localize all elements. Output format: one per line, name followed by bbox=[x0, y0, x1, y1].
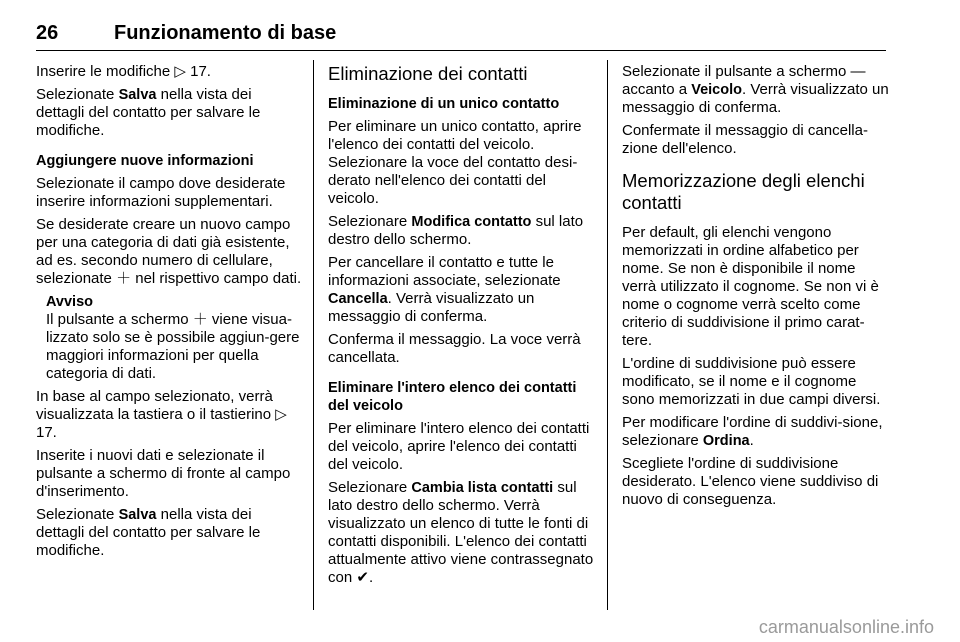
paragraph: Selezionare Modifica contatto sul lato destro dello schermo. bbox=[328, 213, 584, 248]
paragraph: Selezionate il campo dove desiderate inserire informazioni supplementari. bbox=[36, 175, 286, 210]
column-divider bbox=[607, 60, 608, 610]
section-heading: Memorizzazione degli elenchi contatti bbox=[622, 170, 865, 213]
triangle-arrow-icon[interactable]: ▷ bbox=[174, 63, 186, 80]
paragraph: Per eliminare un unico contatto, aprire l'elenco dei contatti del veicolo. Selezionare la voce del contatto desi-derato nell'elenco dei contatti del veicolo. bbox=[328, 118, 582, 207]
subheading: Aggiungere nuove informazioni bbox=[36, 153, 254, 169]
ui-label-salva: Salva bbox=[118, 507, 157, 523]
paragraph: Se desiderate creare un nuovo campo per una categoria di dati già esistente, ad es. secondo numero di cellulare, selezionate ＋ nel rispettivo campo dati. bbox=[36, 216, 302, 287]
paragraph: Scegliete l'ordine di suddivisione desiderato. L'elenco viene suddiviso di nuovo di conseguenza. bbox=[622, 455, 879, 508]
paragraph: L'ordine di suddivisione può essere modificato, se il nome e il cognome sono memorizzati in due campi diversi. bbox=[622, 355, 881, 408]
note-title: Avviso bbox=[46, 294, 94, 310]
column-3 bbox=[622, 63, 890, 514]
section-heading: Eliminazione dei contatti bbox=[328, 63, 528, 84]
plus-icon: ＋ bbox=[192, 311, 208, 328]
page-number: 26 bbox=[36, 22, 59, 44]
paragraph: In base al campo selezionato, verrà visualizzata la tastiera o il tastierino ▷ 17. bbox=[36, 388, 287, 441]
paragraph: Per default, gli elenchi vengono memorizzati in ordine alfabetico per nome. Se non è disponibile il nome verrà utilizzato il cognome. Se non vi è nome o cognome verrà scelto come criterio di suddivisione il primo carat-tere. bbox=[622, 224, 879, 349]
note-box bbox=[36, 293, 302, 383]
column-divider bbox=[313, 60, 314, 610]
minus-icon: — bbox=[850, 63, 866, 80]
paragraph: Inserite i nuovi dati e selezionate il pulsante a schermo di fronte al campo d'inserimento. bbox=[36, 447, 291, 500]
paragraph: Selezionate Salva nella vista dei dettagli del contatto per salvare le modifiche. bbox=[36, 86, 261, 139]
subheading: Eliminare l'intero elenco dei contatti del veicolo bbox=[328, 380, 577, 414]
column-2 bbox=[328, 63, 594, 592]
subheading: Eliminazione di un unico contatto bbox=[328, 96, 560, 112]
note-text: Il pulsante a schermo ＋ viene visua-lizzato solo se è possibile aggiun-gere maggiori informazioni per quella categoria di dati. bbox=[46, 311, 300, 382]
paragraph: Conferma il messaggio. La voce verrà cancellata. bbox=[328, 331, 581, 366]
triangle-arrow-icon[interactable]: ▷ bbox=[275, 406, 287, 423]
paragraph: Selezionare Cambia lista contatti sul lato destro dello schermo. Verrà visualizzato un elenco di tutte le fonti di contatti disponibili. L'elenco dei contatti attualmente attivo viene contrassegnato con ✔. bbox=[328, 479, 594, 586]
chapter-title: Funzionamento di base bbox=[114, 22, 337, 44]
ui-label-veicolo: Veicolo bbox=[691, 82, 742, 98]
ui-label-cambia-lista-contatti: Cambia lista contatti bbox=[411, 480, 554, 496]
paragraph: Per cancellare il contatto e tutte le informazioni associate, selezionate Cancella. Verrà visualizzato un messaggio di conferma. bbox=[328, 254, 561, 325]
paragraph: Inserire le modifiche ▷ 17. bbox=[36, 63, 211, 80]
ui-label-cancella: Cancella bbox=[328, 291, 388, 307]
paragraph: Per modificare l'ordine di suddivi-sione, selezionare Ordina. bbox=[622, 414, 883, 449]
ui-label-modifica-contatto: Modifica contatto bbox=[411, 214, 532, 230]
page-header bbox=[36, 8, 886, 48]
column-1 bbox=[36, 63, 302, 565]
plus-icon: ＋ bbox=[116, 270, 132, 287]
watermark: carmanualsonline.info bbox=[758, 617, 934, 637]
header-rule bbox=[36, 50, 886, 51]
paragraph: Selezionate il pulsante a schermo — accanto a Veicolo. Verrà visualizzato un messaggio di conferma. bbox=[622, 63, 889, 116]
paragraph: Confermate il messaggio di cancella-zione dell'elenco. bbox=[622, 122, 868, 157]
paragraph: Selezionate Salva nella vista dei dettagli del contatto per salvare le modifiche. bbox=[36, 506, 261, 559]
checkmark-icon: ✔ bbox=[356, 569, 369, 586]
ui-label-ordina: Ordina bbox=[702, 433, 750, 449]
paragraph: Per eliminare l'intero elenco dei contatti del veicolo, aprire l'elenco dei contatti del veicolo. bbox=[328, 420, 590, 473]
ui-label-salva: Salva bbox=[118, 87, 157, 103]
